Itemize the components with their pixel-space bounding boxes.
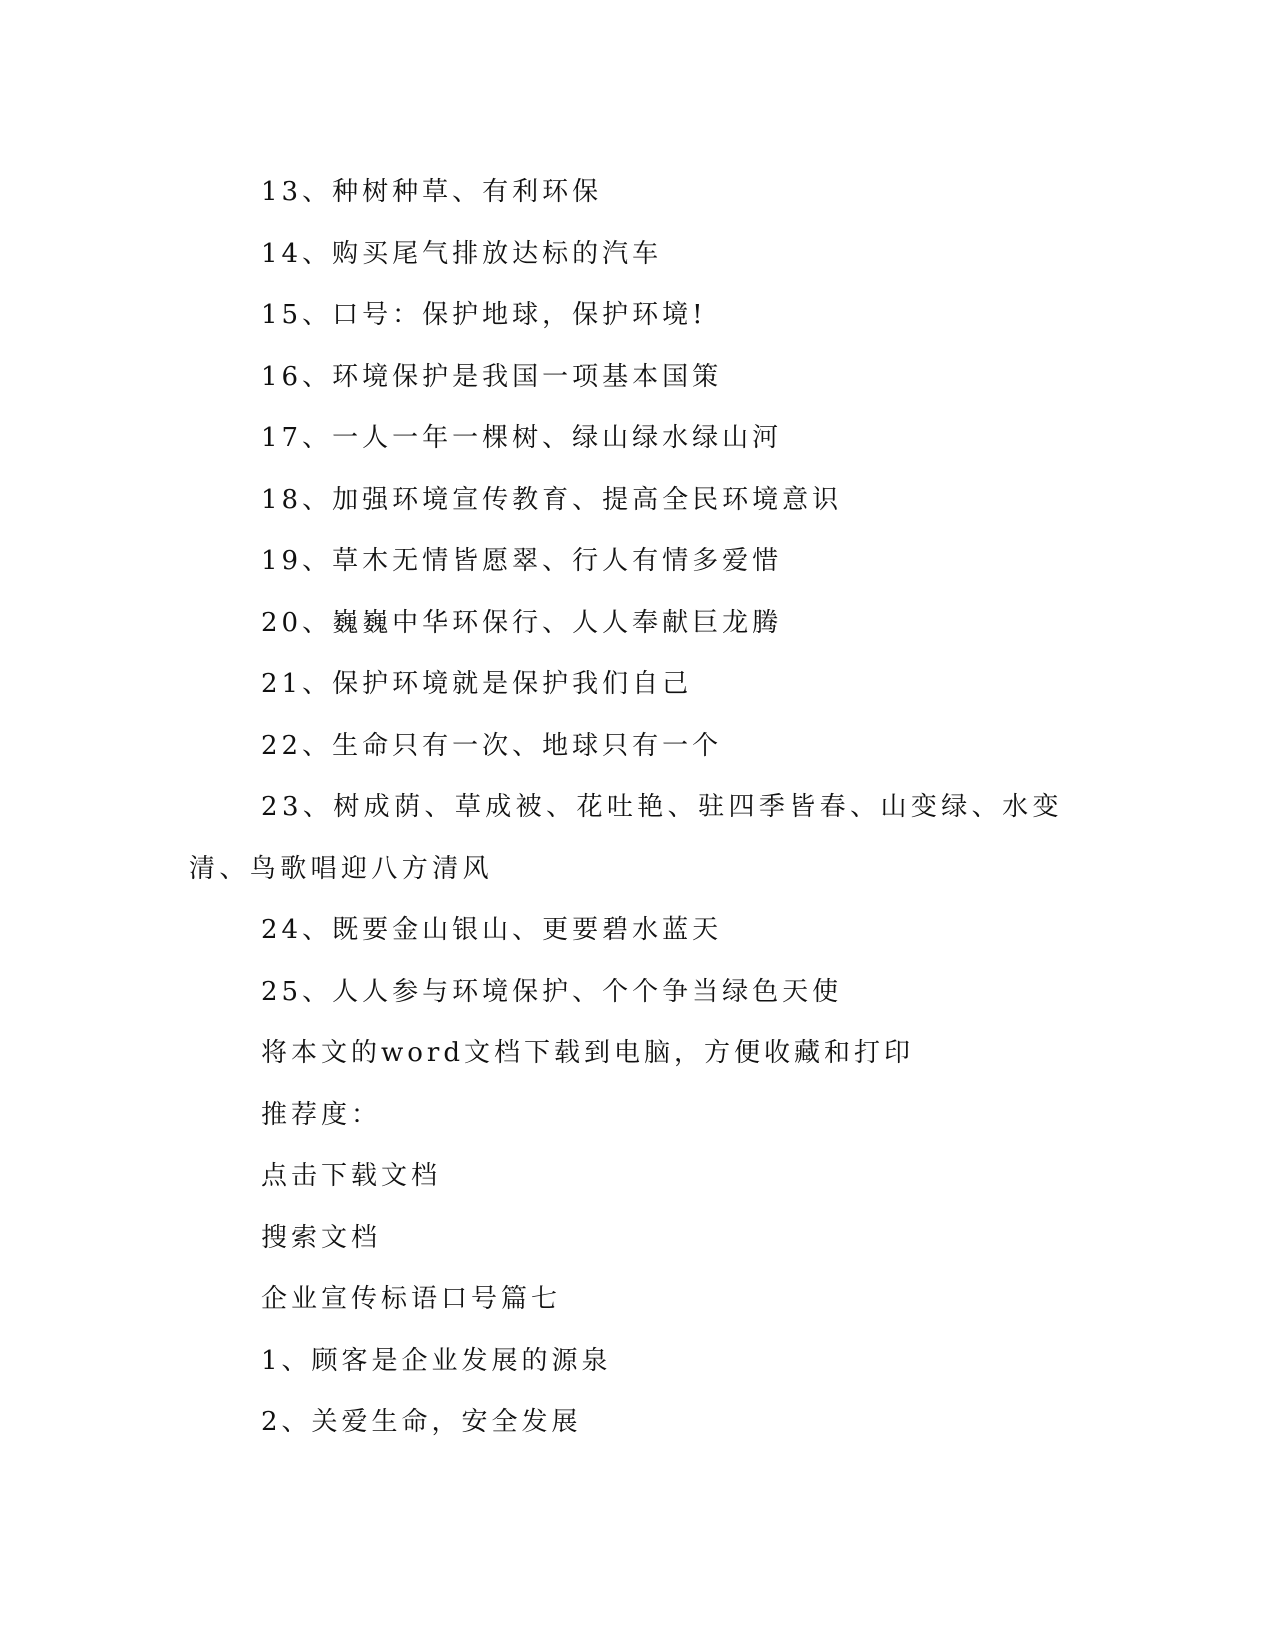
slogan-15: 15、口号：保护地球，保护环境! bbox=[261, 300, 707, 330]
section-heading: 企业宣传标语口号篇七 bbox=[261, 1284, 562, 1314]
corporate-slogan-2: 2、关爱生命，安全发展 bbox=[261, 1407, 582, 1437]
document-body bbox=[189, 162, 1069, 1454]
slogan-19: 19、草木无情皆愿翠、行人有情多爱惜 bbox=[261, 546, 783, 576]
slogan-16: 16、环境保护是我国一项基本国策 bbox=[261, 361, 723, 392]
slogan-25: 25、人人参与环境保护、个个争当绿色天使 bbox=[261, 976, 843, 1007]
slogan-17: 17、一人一年一棵树、绿山绿水绿山河 bbox=[261, 423, 783, 453]
download-note: 将本文的word文档下载到电脑，方便收藏和打印 bbox=[261, 1038, 914, 1068]
recommendation-label: 推荐度： bbox=[261, 1099, 382, 1130]
slogan-18: 18、加强环境宣传教育、提高全民环境意识 bbox=[261, 484, 843, 515]
slogan-20: 20、巍巍中华环保行、人人奉献巨龙腾 bbox=[261, 607, 783, 638]
slogan-21: 21、保护环境就是保护我们自己 bbox=[261, 669, 693, 699]
slogan-22: 22、生命只有一次、地球只有一个 bbox=[261, 730, 723, 761]
download-document-link[interactable]: 点击下载文档 bbox=[261, 1161, 442, 1191]
slogan-24: 24、既要金山银山、更要碧水蓝天 bbox=[261, 915, 723, 945]
slogan-13: 13、种树种草、有利环保 bbox=[261, 177, 603, 207]
corporate-slogan-1: 1、顾客是企业发展的源泉 bbox=[261, 1345, 612, 1376]
slogan-14: 14、购买尾气排放达标的汽车 bbox=[261, 238, 663, 269]
slogan-23: 23、树成荫、草成被、花吐艳、驻四季皆春、山变绿、水变清、鸟歌唱迎八方清风 bbox=[189, 792, 1063, 884]
search-document-link[interactable]: 搜索文档 bbox=[261, 1222, 382, 1253]
